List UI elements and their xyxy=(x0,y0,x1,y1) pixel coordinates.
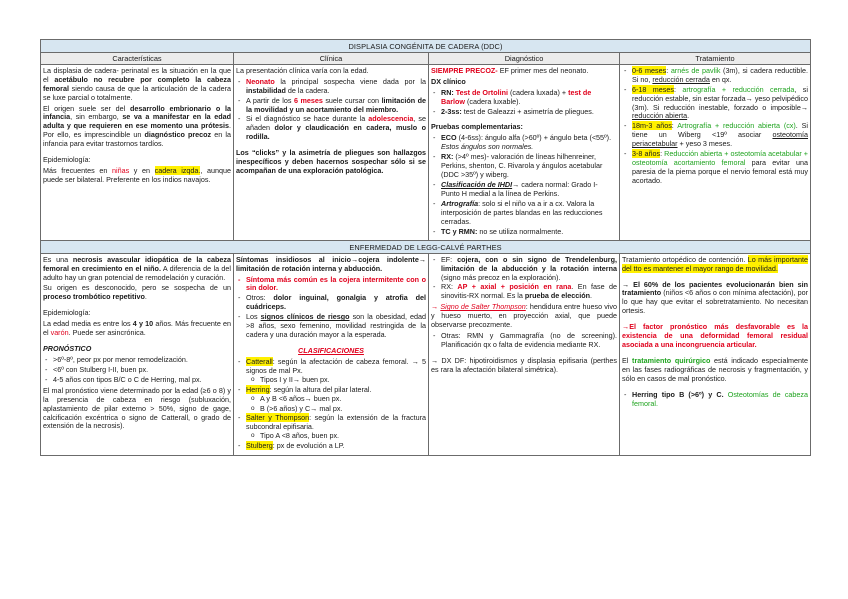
lcp-prognosis-list xyxy=(43,356,231,385)
lcp-classifications-title: CLASIFICACIONES xyxy=(298,345,364,355)
section-title-lcp: ENFERMEDAD DE LEGG-CALVÉ PARTHES xyxy=(41,241,811,254)
lcp-epidemiology-title: Epidemiología: xyxy=(43,308,91,318)
ddc-origin: El origen suele ser del desarrollo embrionario o la infancia, sin embargo, se va a manifestar en la edad adulta y que requieren en ese momento una prótesis. Por ello, es imprescindible un diagnóstico precoz en la infancia para evitar trastornos tardíos. xyxy=(43,103,231,149)
ddc-clicks-note: Los “clicks” y la asimetría de pliegues son hallazgos inespecíficos y deben hacernos sospechar sólo si se acompañan de una exploración patológica. xyxy=(236,148,426,176)
list-item: - 3-8 años: Reducción abierta + osteotomía acetabular + osteotomía acortamiento femoral para evitar una paresia de la pierna porque el nervio femoral está muy acortado. xyxy=(632,150,808,186)
lcp-tx-evolution: → El 60% de los pacientes evolucionarán bien sin tratamiento (niños <6 años o con mínima afectación), por lo que hay que evitar el sobretratamiento. No necesitan ortesis. xyxy=(622,279,809,316)
lcp-differential-dx: → DX DF: hipotiroidismos y displasia epifisaria (perthes es rara la afectación bilateral simétrica). xyxy=(431,355,617,374)
lcp-clinica-cell xyxy=(234,254,429,455)
ddc-dx-early: SIEMPRE PRECOZ- EF primer mes del neonato. xyxy=(431,65,589,75)
lcp-tx-intro: Tratamiento ortopédico de contención. Lo más importante del tto es mantener el mayor rango de movilidad. xyxy=(622,254,808,273)
column-header-tratamiento: Tratamiento xyxy=(620,53,811,65)
lcp-prognosis-final: El mal pronóstico viene determinado por la edad (≥6 o 8) y la presencia de cabeza en riesgo (subluxación, aplastamiento de pilar externo > 50%, signo de gage, calcificación excéntrica o signo de Catterall, o grado de extensión de la necrosis). xyxy=(43,385,231,431)
list-item: - 6-18 meses: artrografía + reducción cerrada, si reducción estable, sin estar forzada→ yeso pelvipédico (3m). Si reducción inestable, forzado o imposible→ reducción abierta. xyxy=(632,86,808,122)
ddc-epidemiology-title: Epidemiología: xyxy=(43,155,91,165)
lcp-clinic-list xyxy=(236,276,426,340)
lcp-dx-list xyxy=(431,256,617,302)
list-item: - Salter y Thompson: según la extensión de la fractura subcondral epifisaria. o Tipo A <8 años, buen px. xyxy=(246,414,426,441)
ddc-row xyxy=(41,65,811,241)
column-header-diagnostico: Diagnóstico xyxy=(429,53,620,65)
list-item: o B (>6 años) y C→ mal px. xyxy=(260,405,426,414)
list-item: o Tipos I y II→ buen px. xyxy=(260,376,426,385)
ddc-dx-complementary-list xyxy=(431,134,617,236)
list-item: - Otras: RMN y Gammagrafía (no de screening). Planificación qx o falta de evidencia mediante RX. xyxy=(441,332,617,350)
list-item: o Tipo A <8 años, buen px. xyxy=(260,432,426,441)
lcp-definition: Es una necrosis avascular idiopática de la cabeza femoral en crecimiento en el niño. A diferencia de la del adulto hay un gran potencial de remodelación y curación. xyxy=(43,254,232,282)
lcp-epidemiology: La edad media es entre los 4 y 10 años. Más frecuente en el varón. Puede ser asincrónica. xyxy=(43,319,231,338)
ddc-epidemiology: Más frecuentes en niñas y en cadera izqda., aunque puede ser bilateral. Preferente en los indios navajos. xyxy=(43,166,231,184)
ddc-clinica-cell xyxy=(234,65,429,241)
list-item: - ECO (4-6ss): ángulo alfa (>60º) + ángulo beta (<55º). Estos ángulos son normales. xyxy=(441,134,617,152)
lcp-prognosis-title: PRONÓSTICO xyxy=(43,344,92,354)
list-item: - RX: (>4º mes)- valoración de líneas hilhenreiner, Perkins, shenton, C. Rivarola y ángulos acetabular (DDC >35º) y wiberg. xyxy=(441,153,617,180)
list-item: - RN: Test de Ortolini (cadera luxada) + test de Barlow (cadera luxable). xyxy=(441,89,617,107)
list-item: - RX: AP + axial + posición en rana. En fase de sinovitis-RX normal. Es la prueba de elección. xyxy=(441,283,617,301)
list-item: - Clasificación de IHDI→ cadera normal: Grado I- Punto H medial a la línea de Perkins. xyxy=(441,181,617,199)
ddc-dx-complementary-title: Pruebas complementarias: xyxy=(431,122,523,132)
list-item: - EF: cojera, con o sin signo de Trendelenburg, limitación de la abducción y la rotación interna (signo más precoz en la exploración). xyxy=(441,256,617,283)
summary-table xyxy=(40,39,811,456)
column-header-clinica: Clínica xyxy=(234,53,429,65)
list-item: - TC y RMN: no se utiliza normalmente. xyxy=(441,228,617,237)
lcp-classifications-list xyxy=(236,358,426,451)
list-item: - 2-3ss: test de Galeazzi + asimetría de pliegues. xyxy=(441,108,617,117)
lcp-caracteristicas-cell xyxy=(41,254,234,455)
list-item: - Los signos clínicos de riesgo son la obesidad, edad >8 años, sexo femenino, movilidad restringida de la cadera y una duración mayor a la esperada. xyxy=(246,313,426,340)
ddc-dx-clinical-list xyxy=(431,89,617,117)
ddc-tratamiento-cell xyxy=(620,65,811,241)
lcp-clinic-intro: Síntomas insidiosos al inicio→cojera indolente→ limitación de rotación interna y abducción. xyxy=(236,254,426,273)
list-item: o A y B <6 años→ buen px. xyxy=(260,395,426,404)
list-item: - <6º con Stulberg I-II, buen px. xyxy=(53,366,231,375)
list-item: - A partir de los 6 meses suele cursar con limitación de la movilidad y un acortamiento del miembro. xyxy=(246,97,426,115)
lcp-diagnostico-cell xyxy=(429,254,620,455)
lcp-origin: Su origen es desconocido, pero se sospecha de un proceso trombótico repetitivo. xyxy=(43,283,231,302)
list-item: - Catterall: según la afectación de cabeza femoral. → 5 signos de mal Px. o Tipos I y II→ buen px. xyxy=(246,358,426,385)
list-item: - 18m-3 años: Artrografía + reducción abierta (cx). Si tiene un Wiberg <19º asociar osteotomía periacetabular + yeso 3 meses. xyxy=(632,122,808,149)
column-header-caracteristicas: Características xyxy=(41,53,234,65)
section-title-ddc: DISPLASIA CONGÉNITA DE CADERA (DDC) xyxy=(41,40,811,53)
list-item: - Herring: según la altura del pilar lateral. o A y B <6 años→ buen px. o B (>6 años) y C→ mal px. xyxy=(246,386,426,414)
list-item: - Síntoma más común es la cojera intermitente con o sin dolor. xyxy=(246,276,426,294)
ddc-diagnostico-cell xyxy=(429,65,620,241)
lcp-tratamiento-cell xyxy=(620,254,811,455)
ddc-caracteristicas-cell xyxy=(41,65,234,241)
lcp-tx-prognostic-factor: →El factor pronóstico más desfavorable es la existencia de una deformidad femoral residual asociada a una incongruencia articular. xyxy=(622,322,809,350)
lcp-tx-surgical: El tratamiento quirúrgico está indicado especialmente en las fases radiográficas de necrosis y fragmentación, y sólo en casos de mal pronóstico. xyxy=(622,355,809,383)
list-item: - Otros: dolor inguinal, gonalgia y atrofia del cuádriceps. xyxy=(246,294,426,312)
ddc-clinic-intro: La presentación clínica varía con la edad. xyxy=(236,65,369,75)
list-item: - Stulberg: px de evolución a LP. xyxy=(246,442,426,451)
ddc-definition: La displasia de cadera- perinatal es la situación en la que el acetábulo no recubre por completo la cabeza femoral siendo causa de que la articulación de la cadera se luxe parcial o totalmente. xyxy=(43,65,231,102)
lcp-row xyxy=(41,254,811,455)
lcp-tx-list xyxy=(622,391,808,409)
list-item: - 4-5 años con tipos B/C o C de Herring, mal px. xyxy=(53,376,231,385)
lcp-dx-other-list xyxy=(431,332,617,350)
list-item: - Si el diagnóstico se hace durante la adolescencia, se añaden dolor y claudicación en cadera, muslo o rodilla. xyxy=(246,115,426,142)
list-item: - Artrografía: solo si el niño va a ir a cx. Valora la interposición de partes blandas en las reducciones cerradas. xyxy=(441,200,617,227)
list-item: - 0-6 meses: arnés de pavlik (3m), si cadera reductible. Si no, reducción cerrada en qx. xyxy=(632,67,808,85)
list-item: - Herring tipo B (>6º) y C. Osteotomías de cabeza femoral. xyxy=(632,391,808,409)
ddc-clinic-list xyxy=(236,78,426,142)
list-item: - >6º-8º, peor px por menor remodelización. xyxy=(53,356,231,365)
list-item: - Neonato la principal sospecha viene dada por la instabilidad de la cadera. xyxy=(246,78,426,96)
lcp-salter-sign: → Signo de Salter Thompson: hendidura entre hueso vivo y hueso muerto, en proyección axial, que puede observarse precozmente. xyxy=(431,302,617,330)
document-page xyxy=(40,39,810,456)
ddc-tx-list xyxy=(622,67,808,186)
ddc-dx-clinical: DX clínico xyxy=(431,76,466,86)
